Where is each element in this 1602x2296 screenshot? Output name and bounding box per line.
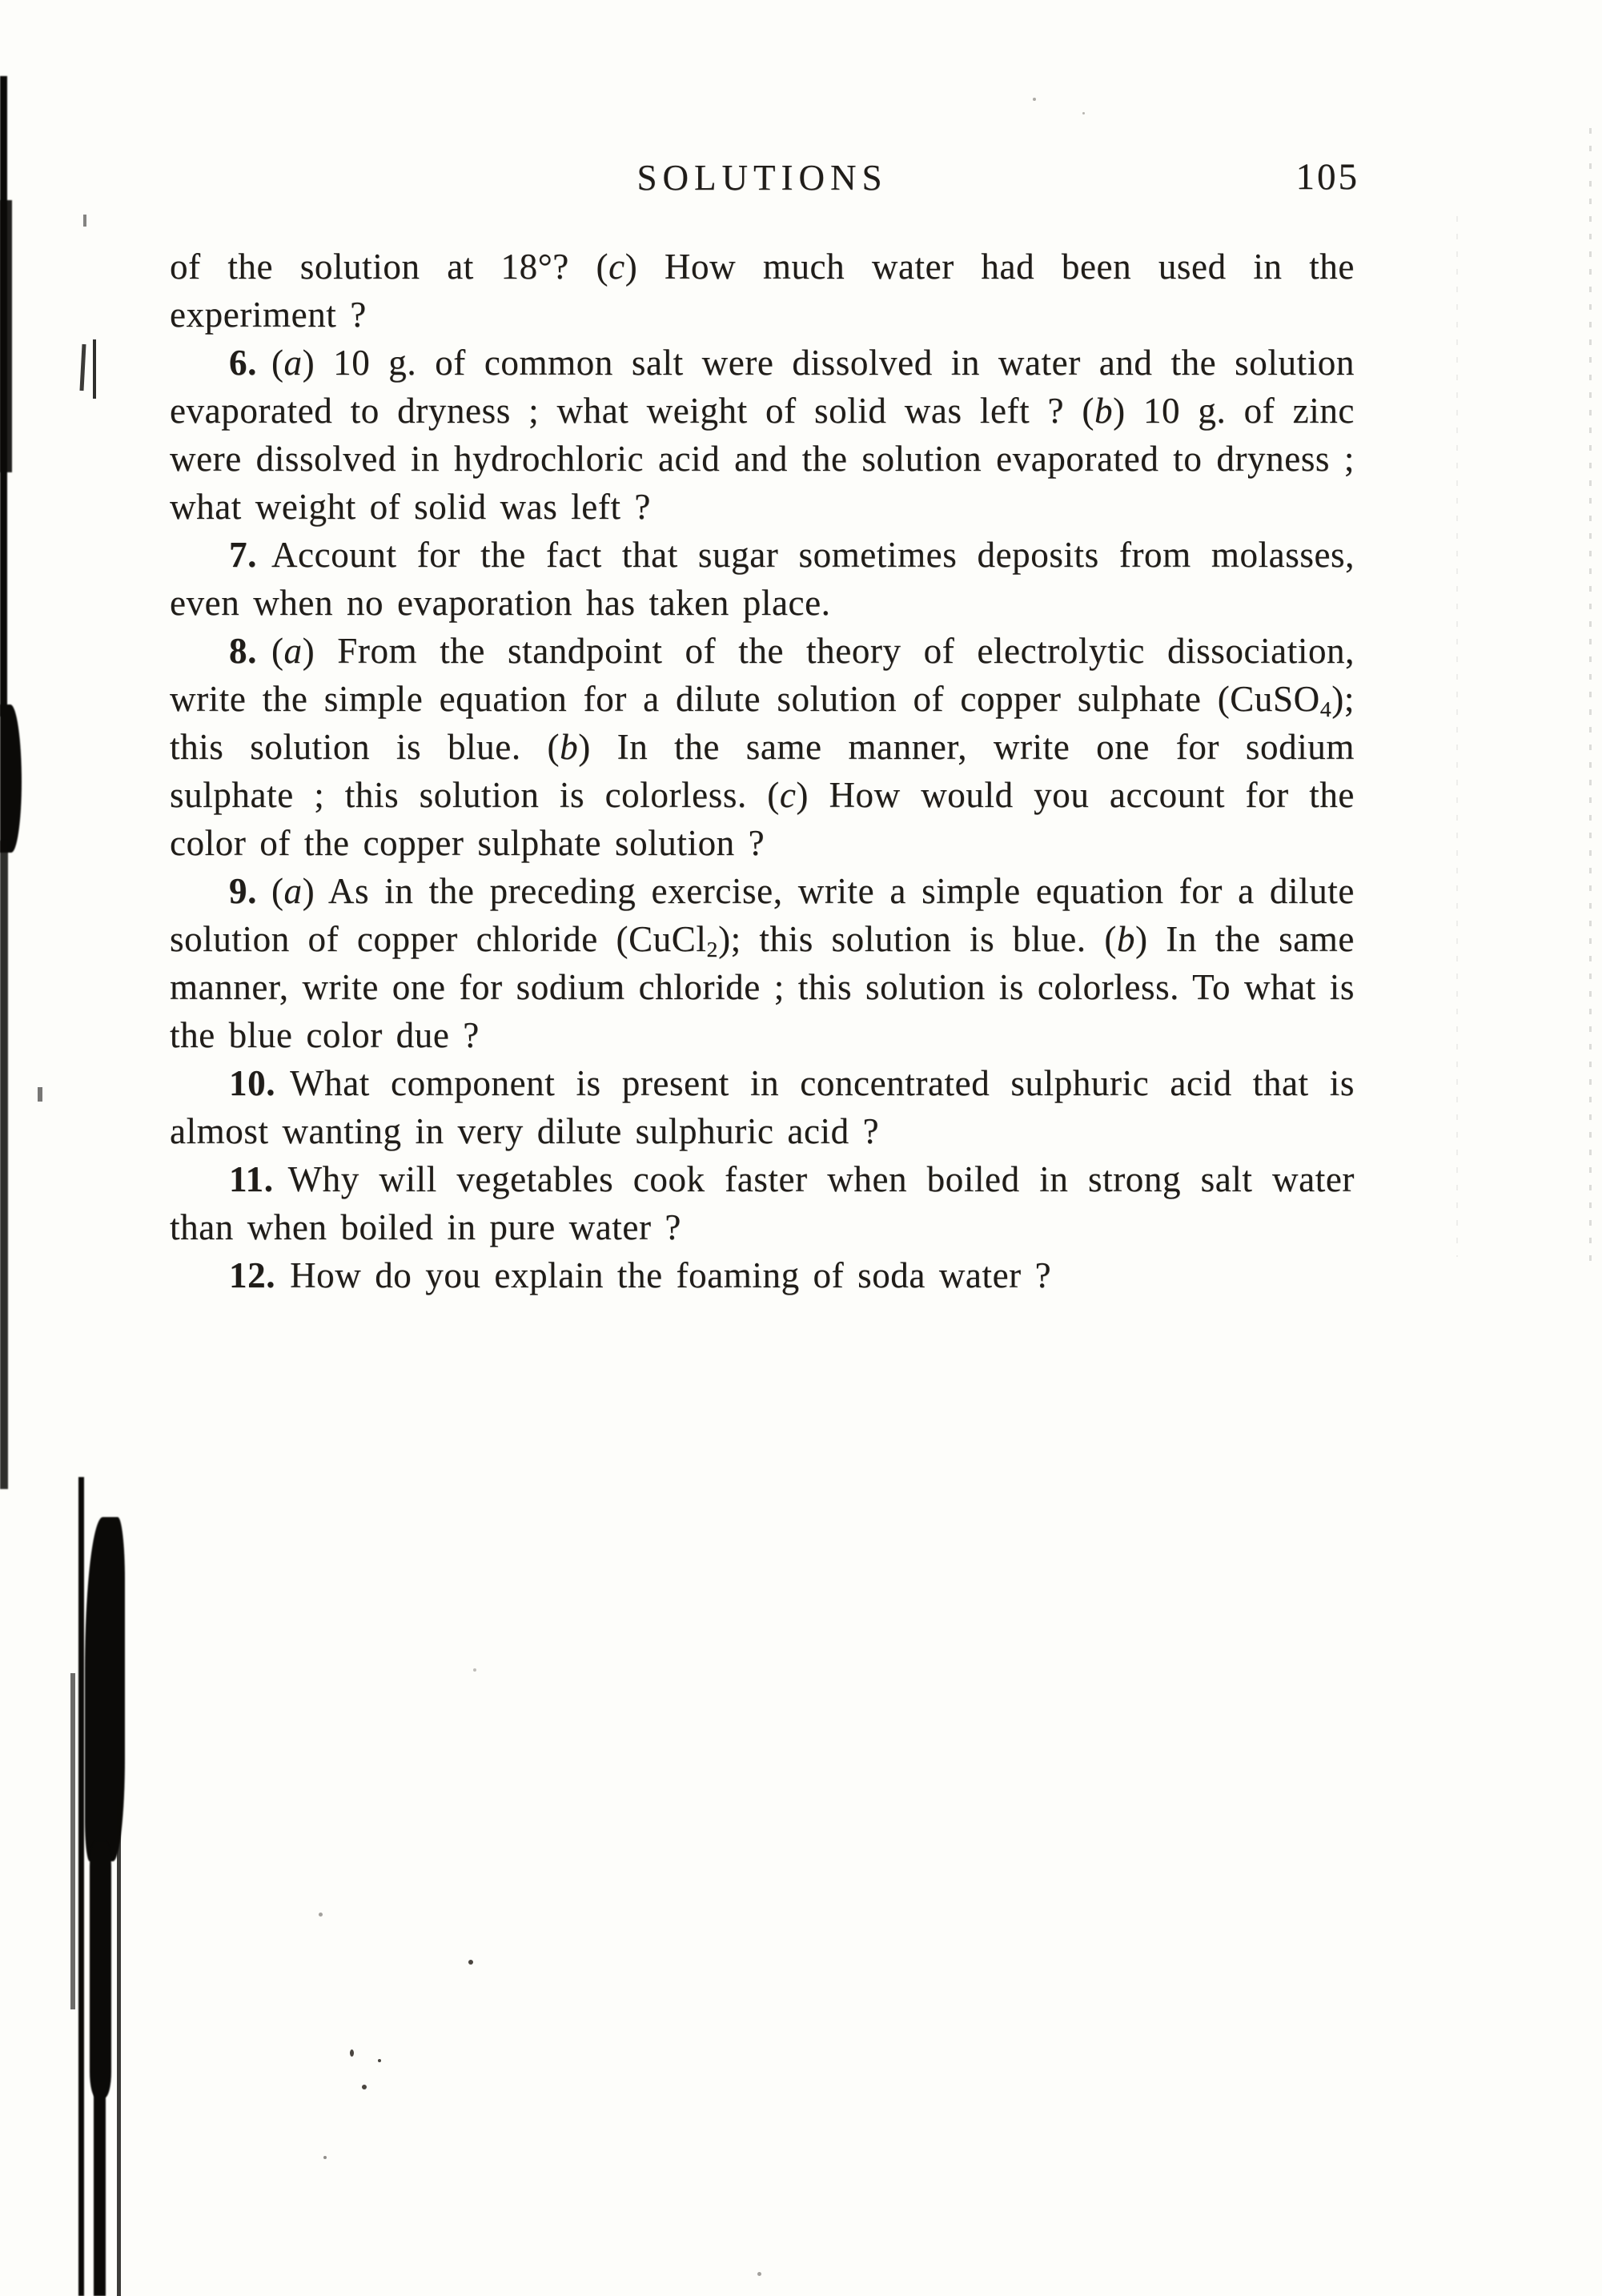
scan-artifact (38, 1087, 42, 1102)
question-number: 9. (229, 871, 257, 911)
scan-artifact (319, 1913, 323, 1917)
scan-artifact (70, 1673, 75, 2009)
paragraph-q6 (170, 339, 1355, 531)
scan-artifact (0, 200, 12, 472)
scan-artifact (1589, 128, 1592, 1265)
paragraph-q11 (170, 1155, 1355, 1251)
question-number: 12. (229, 1255, 276, 1295)
paragraph-q10 (170, 1059, 1355, 1155)
question-text: Account for the fact that sugar sometimes deposits from molasses, even when no evaporation has taken place. (170, 535, 1355, 623)
scan-artifact (323, 2156, 327, 2159)
scan-artifact (468, 1960, 473, 1965)
scan-artifact (0, 704, 22, 853)
scan-artifact (0, 841, 8, 1489)
scan-artifact (94, 2081, 106, 2296)
question-text: of the solution at 18°? (c) How much water had been used in the experiment ? (170, 247, 1355, 335)
question-text: How do you explain the foaming of soda water ? (290, 1255, 1052, 1295)
page-body-text (170, 243, 1355, 1299)
scan-artifact (79, 344, 86, 391)
scan-artifact (90, 1841, 111, 2097)
question-text: (a) As in the preceding exercise, write a simple equation for a dilute solution of copper chloride (CuCl$_2$); this solution is blue. (b) In the same manner, write one for sodium chloride ; this solution is colorless. To what is the blue color due ? (170, 871, 1355, 1055)
scan-artifact (362, 2085, 367, 2089)
question-number: 8. (229, 631, 257, 671)
scan-artifact (93, 339, 96, 399)
question-text: (a) From the standpoint of the theory of electrolytic dissociation, write the simple equation for a dilute solution of copper sulphate (CuSO$_4$); this solution is blue. (b) In the same manner, write one for sodium sulphate ; this solution is colorless. (c) How would you account for the color of the copper sulphate solution ? (170, 631, 1355, 863)
question-number: 11. (229, 1159, 274, 1199)
scan-artifact (1033, 98, 1036, 101)
scan-artifact (85, 1517, 125, 1861)
scan-artifact (0, 76, 7, 716)
paragraph-q7 (170, 531, 1355, 627)
scan-artifact (78, 1477, 84, 2296)
scan-artifact (378, 2059, 381, 2062)
running-header (170, 156, 1359, 205)
page-title: SOLUTIONS (636, 158, 888, 198)
scan-artifact (350, 2049, 354, 2057)
scan-artifact (1456, 216, 1458, 1257)
paragraph-q8 (170, 627, 1355, 867)
scan-artifact (473, 1668, 476, 1672)
question-text: (a) 10 g. of common salt were dissolved in water and the solution evaporated to dryness ; what weight of solid was left ? (b) 10 g. of zinc were dissolved in hydrochloric acid and the solution evaporated to dryness ; what weight of solid was left ? (170, 343, 1355, 527)
question-number: 6. (229, 343, 257, 383)
paragraph-q5-continuation (170, 243, 1355, 339)
paragraph-q9 (170, 867, 1355, 1059)
question-text: What component is present in concentrated sulphuric acid that is almost wanting in very dilute sulphuric acid ? (170, 1063, 1355, 1151)
question-text: Why will vegetables cook faster when boiled in strong salt water than when boiled in pure water ? (170, 1159, 1355, 1247)
question-number: 10. (229, 1063, 276, 1103)
scan-artifact (117, 1801, 121, 2296)
scan-artifact (757, 2272, 761, 2276)
question-number: 7. (229, 535, 257, 575)
scan-artifact (83, 215, 86, 227)
scan-artifact (1082, 112, 1085, 114)
page-number: 105 (1295, 156, 1359, 198)
paragraph-q12 (170, 1251, 1355, 1299)
